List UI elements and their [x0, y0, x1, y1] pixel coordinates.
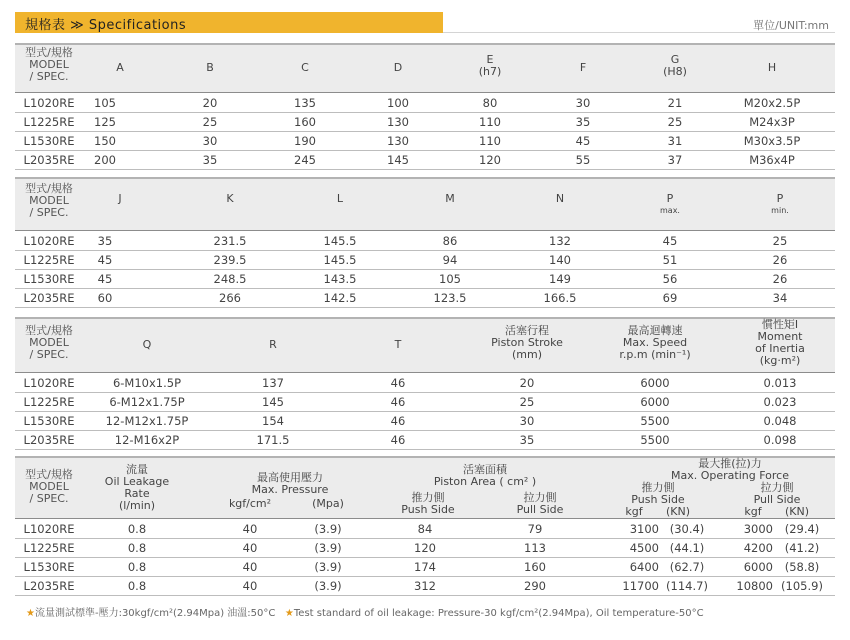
col-header-c: C	[301, 61, 309, 74]
table-row: L2035RE 0.8 40 (3.9) 312 290 11700 (114.7) 10800 (105.9)	[15, 577, 835, 596]
col-header-max-force: 最大推(拉)力 Max. Operating Force	[671, 457, 789, 482]
table-row: L1225RE 0.8 40 (3.9) 120 113 4500 (44.1) 4200 (41.2)	[15, 539, 835, 558]
footer-note-cn: 流量測試標準-壓力:30kgf/cm²(2.94Mpa) 油溫:50°C	[34, 608, 276, 619]
star-icon: ★	[284, 608, 294, 619]
col-header-d: D	[393, 61, 403, 74]
col-header-area-pull: 拉力側 Pull Side	[516, 491, 564, 516]
col-header-e: E (h7)	[478, 53, 502, 78]
model-header: 型式/規格 MODEL / SPEC.	[25, 468, 73, 505]
table-row: L2035RE 12-M16x2P 171.5 46 35 5500 0.098	[15, 431, 835, 450]
table-header	[15, 317, 835, 373]
table-row: L1225RE 125 25 160 130 110 35 25 M24x3P	[15, 113, 835, 132]
col-header-p-max: P max.	[660, 192, 680, 215]
table-row: L1020RE 6-M10x1.5P 137 46 20 6000 0.013	[15, 374, 835, 393]
unit-label: 單位/UNIT:mm	[753, 19, 829, 32]
footer-note-en: Test standard of oil leakage: Pressure-30 kgf/cm²(2.94Mpa), Oil temperature-50°C	[293, 608, 704, 619]
model-header: 型式/規格 MODEL / SPEC.	[25, 46, 73, 83]
table-row: L2035RE 200 35 245 145 120 55 37 M36x4P	[15, 151, 835, 170]
col-header-push-kn: (KN)	[665, 505, 691, 518]
col-header-piston-stroke: 活塞行程 Piston Stroke (mm)	[491, 324, 563, 361]
col-header-a: A	[116, 61, 124, 74]
table-header	[15, 456, 835, 519]
page-title: 規格表 ≫ Specifications	[25, 18, 187, 33]
title-bar	[15, 12, 443, 33]
col-header-pull-kn: (KN)	[784, 505, 810, 518]
col-header-force-pull: 拉力側 Pull Side	[753, 481, 801, 506]
footer-note	[26, 604, 704, 619]
col-header-area-push: 推力側 Push Side	[401, 491, 455, 516]
table-row: L1530RE 12-M12x1.75P 154 46 30 5500 0.048	[15, 412, 835, 431]
table-row: L1020RE 35 231.5 145.5 86 132 45 25	[15, 232, 835, 251]
col-header-pressure: 最高使用壓力 Max. Pressure	[251, 471, 329, 496]
col-header-q: Q	[142, 338, 152, 351]
model-header: 型式/規格 MODEL / SPEC.	[25, 182, 73, 219]
star-icon: ★	[26, 608, 35, 619]
col-header-k: K	[226, 192, 234, 205]
table-row: L1530RE 45 248.5 143.5 105 149 56 26	[15, 270, 835, 289]
table-row: L1020RE 0.8 40 (3.9) 84 79 3100 (30.4) 3000 (29.4)	[15, 520, 835, 539]
table-row: L1225RE 45 239.5 145.5 94 140 51 26	[15, 251, 835, 270]
col-header-max-speed: 最高迴轉速 Max. Speed r.p.m (min⁻¹)	[619, 324, 691, 361]
col-header-l: L	[336, 192, 344, 205]
col-header-b: B	[206, 61, 214, 74]
col-header-piston-area: 活塞面積 Piston Area ( cm² )	[433, 463, 537, 488]
table-header	[15, 177, 835, 231]
table-row: L2035RE 60 266 142.5 123.5 166.5 69 34	[15, 289, 835, 308]
col-header-m: M	[445, 192, 455, 205]
model-header: 型式/規格 MODEL / SPEC.	[25, 324, 73, 361]
col-header-pull-kgf: kgf	[744, 505, 762, 518]
col-header-kgf: kgf/cm²	[228, 497, 272, 510]
col-header-n: N	[555, 192, 565, 205]
col-header-r: R	[269, 338, 277, 351]
col-header-g: G (H8)	[663, 53, 687, 78]
col-header-j: J	[118, 192, 122, 205]
col-header-inertia: 慣性矩I Moment of Inertia (kg·m²)	[755, 318, 805, 367]
table-row: L1020RE 105 20 135 100 80 30 21 M20x2.5P	[15, 94, 835, 113]
col-header-push-kgf: kgf	[625, 505, 643, 518]
col-header-p-min: P min.	[771, 192, 789, 215]
col-header-force-push: 推力側 Push Side	[631, 481, 685, 506]
col-header-f: F	[579, 61, 587, 74]
table-row: L1530RE 150 30 190 130 110 45 31 M30x3.5P	[15, 132, 835, 151]
col-header-t: T	[394, 338, 402, 351]
col-header-h: H	[767, 61, 777, 74]
table-header	[15, 43, 835, 93]
table-row: L1225RE 6-M12x1.75P 145 46 25 6000 0.023	[15, 393, 835, 412]
table-row: L1530RE 0.8 40 (3.9) 174 160 6400 (62.7) 6000 (58.8)	[15, 558, 835, 577]
col-header-mpa: (Mpa)	[312, 497, 344, 510]
col-header-leakage: 流量 Oil Leakage Rate (l/min)	[104, 463, 170, 512]
